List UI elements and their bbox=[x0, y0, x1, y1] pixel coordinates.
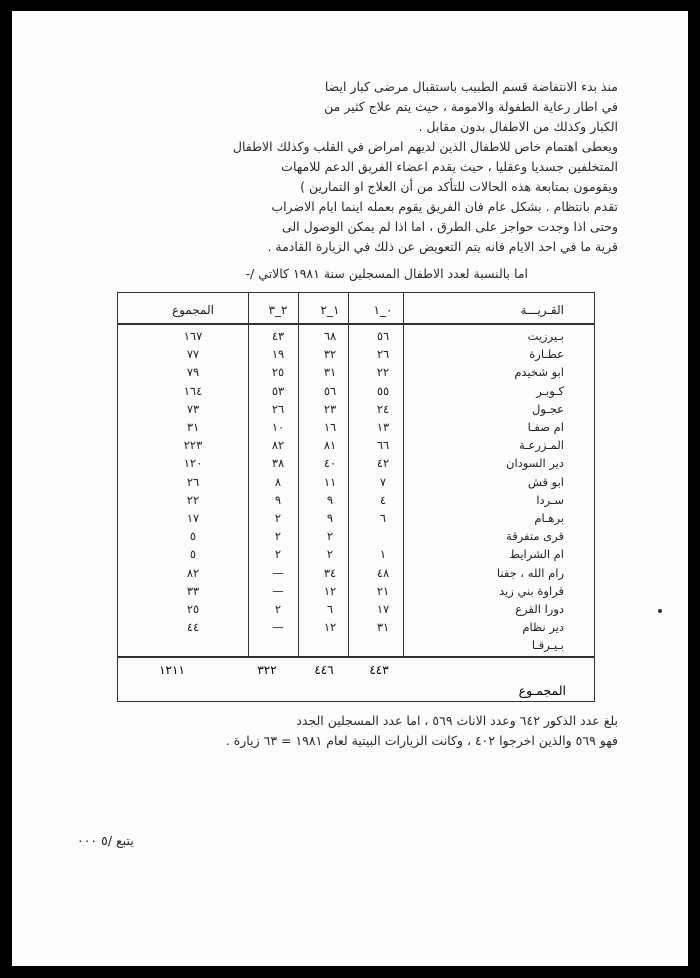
cell-total: ٥ bbox=[189, 547, 197, 562]
cell-age-0-1: ٢٤ bbox=[376, 401, 390, 416]
cell-age-1-2: ٦ bbox=[326, 602, 334, 616]
table-row bbox=[118, 475, 594, 494]
cell-age-0-1: ١٣ bbox=[376, 420, 390, 434]
total-age-2-3: ٣٢٢ bbox=[257, 663, 277, 677]
cell-age-1-2: ٣٢ bbox=[323, 347, 337, 362]
cell-age-1-2: ٩ bbox=[326, 492, 334, 507]
text-line: قرية ما في احد الايام فانه يتم التعويض عن ذلك في الزيارة القادمة . bbox=[267, 239, 618, 254]
cell-age-0-1: ١ bbox=[379, 547, 387, 562]
village-name: سـردا bbox=[536, 492, 564, 507]
totals-label: المجمـوع bbox=[518, 683, 566, 698]
total-age-1-2: ٤٤٦ bbox=[314, 663, 334, 677]
table-row bbox=[118, 493, 594, 512]
cell-age-2-3: ٨٢ bbox=[271, 438, 285, 453]
cell-age-2-3: ٢٥ bbox=[271, 365, 285, 380]
cell-age-1-2: ٦٨ bbox=[323, 329, 337, 343]
table-row bbox=[118, 620, 594, 639]
cell-age-0-1: ٦٦ bbox=[376, 438, 390, 453]
cell-total: ١٦٤ bbox=[183, 383, 203, 398]
cell-age-2-3: ٢٦ bbox=[271, 401, 285, 416]
table-row bbox=[118, 456, 594, 475]
text-line: وحتى اذا وجدت حواجز على الطرق ، اما اذا لم يمكن الوصول الى bbox=[281, 219, 618, 234]
village-name: عجـول bbox=[532, 401, 564, 416]
cell-total: ٢٢ bbox=[186, 492, 200, 507]
cell-total: ٥ bbox=[189, 529, 197, 544]
cell-age-2-3: ٥٣ bbox=[271, 383, 285, 398]
cell-age-1-2: ١٦ bbox=[323, 420, 337, 434]
text-line: تقدم بانتظام . بشكل عام فان الفريق يقوم بعمله اينما ايام الاضراب bbox=[271, 199, 618, 214]
village-name: ابو شخيدم bbox=[514, 365, 564, 380]
cell-total: ٣٣ bbox=[186, 583, 200, 598]
header-age-0-1: ٠_١ bbox=[373, 303, 393, 317]
cell-age-2-3: ٢ bbox=[274, 529, 282, 544]
continued-note: يتبع /٥ ٠٠٠ bbox=[77, 833, 134, 848]
cell-total: ٣١ bbox=[186, 420, 200, 434]
cell-total: ٢٢٣ bbox=[183, 438, 203, 453]
text-line: ويقومون بمتابعة هذه الحالات للتأكد من أن العلاج او التمارين ) bbox=[300, 179, 618, 194]
village-name: عطـارة bbox=[529, 347, 564, 362]
cell-age-2-3: — bbox=[272, 620, 284, 635]
cell-total: ٧٣ bbox=[186, 401, 200, 416]
table-row bbox=[118, 384, 594, 403]
village-name: قرى متفرقة bbox=[506, 529, 564, 544]
cell-total: ٢٦ bbox=[186, 474, 200, 489]
cell-age-0-1: ٤٨ bbox=[376, 565, 390, 580]
village-name: المـزرعـة bbox=[518, 438, 564, 453]
children-table bbox=[117, 292, 595, 658]
cell-age-2-3: ٢ bbox=[274, 547, 282, 562]
totals-row bbox=[117, 656, 595, 702]
grand-total: ١٢١١ bbox=[159, 663, 185, 677]
cell-age-2-3: ٢ bbox=[274, 602, 282, 616]
cell-total: ٨٢ bbox=[186, 565, 200, 580]
cell-age-2-3: ١٠ bbox=[271, 420, 285, 434]
table-row bbox=[118, 566, 594, 585]
table-row bbox=[118, 529, 594, 548]
cell-total: ٤٤ bbox=[186, 620, 200, 635]
text-line: بلغ عدد الذكور ٦٤٢ وعدد الاناث ٥٦٩ ، اما عدد المسجلين الجدد bbox=[296, 713, 618, 728]
header-rule bbox=[118, 323, 594, 325]
cell-age-0-1: ٢٦ bbox=[376, 347, 390, 362]
text-line: فهو ٥٦٩ والذين اخرجوا ٤٠٢ ، وكانت الزيارات البيتية لعام ١٩٨١ = ٦٣ زيارة . bbox=[225, 733, 618, 748]
village-name: بـيرزيت bbox=[527, 329, 564, 343]
cell-age-2-3: ٩ bbox=[274, 492, 282, 507]
cell-age-2-3: — bbox=[272, 583, 284, 598]
cell-age-0-1: ٢١ bbox=[376, 583, 390, 598]
cell-age-0-1: ٦ bbox=[379, 511, 387, 525]
cell-total: ١٧ bbox=[186, 511, 200, 525]
header-village: القـريـــة bbox=[520, 303, 564, 317]
village-name: قراوة بني زيد bbox=[499, 583, 564, 598]
total-age-0-1: ٤٤٣ bbox=[369, 663, 389, 677]
document-page bbox=[12, 11, 688, 966]
cell-total: ٧٩ bbox=[186, 365, 200, 380]
intro-paragraph bbox=[78, 77, 618, 257]
cell-total: ١٢٠ bbox=[183, 456, 203, 471]
cell-age-0-1: ١٧ bbox=[376, 602, 390, 616]
village-name: بـيـرقـا bbox=[531, 638, 564, 653]
village-name: ام صفـا bbox=[527, 420, 564, 434]
cell-age-1-2: ٨١ bbox=[323, 438, 337, 453]
cell-age-1-2: ٩ bbox=[326, 511, 334, 525]
cell-age-1-2: ١٢ bbox=[323, 583, 337, 598]
table-row bbox=[118, 402, 594, 421]
table-row bbox=[118, 420, 594, 439]
cell-age-1-2: ٣٤ bbox=[323, 565, 337, 580]
cell-age-2-3: ٤٣ bbox=[271, 329, 285, 343]
cell-age-1-2: ١١ bbox=[323, 474, 337, 489]
table-row bbox=[118, 547, 594, 566]
village-name: ابو قش bbox=[527, 474, 564, 489]
table-row bbox=[118, 638, 594, 657]
header-age-1-2: ١_٢ bbox=[320, 303, 340, 317]
cell-age-0-1: ٥٦ bbox=[376, 329, 390, 343]
cell-age-0-1: ٤ bbox=[379, 492, 387, 507]
table-row bbox=[118, 511, 594, 530]
village-name: كـوبـر bbox=[536, 383, 564, 398]
text-line: في اطار رعاية الطفولة والامومة ، حيث يتم علاج كثير من bbox=[324, 99, 618, 114]
closing-paragraph bbox=[78, 711, 618, 751]
cell-age-1-2: ٥٦ bbox=[323, 383, 337, 398]
cell-age-2-3: ٣٨ bbox=[271, 456, 285, 471]
table-row bbox=[118, 347, 594, 366]
village-name: دير نظام bbox=[522, 620, 564, 635]
village-name: ام الشرايط bbox=[509, 547, 564, 562]
cell-age-2-3: ٢ bbox=[274, 511, 282, 525]
cell-age-1-2: ٤٠ bbox=[323, 456, 337, 471]
cell-age-1-2: ٢ bbox=[326, 529, 334, 544]
table-row bbox=[118, 584, 594, 603]
cell-age-2-3: ١٩ bbox=[271, 347, 285, 362]
cell-total: ١٦٧ bbox=[183, 329, 203, 343]
cell-age-0-1: ٢٢ bbox=[376, 365, 390, 380]
cell-total: ٧٧ bbox=[186, 347, 200, 362]
table-row bbox=[118, 329, 594, 348]
village-name: برهـام bbox=[534, 511, 564, 525]
cell-age-1-2: ١٢ bbox=[323, 620, 337, 635]
cell-age-1-2: ٢ bbox=[326, 547, 334, 562]
village-name: رام الله ، جفنا bbox=[496, 565, 564, 580]
village-name: دير السودان bbox=[506, 456, 564, 471]
cell-age-1-2: ٢٣ bbox=[323, 401, 337, 416]
text-line: المتخلفين جسديا وعقليا ، حيث يقدم اعضاء الفريق الدعم للامهات bbox=[281, 159, 618, 174]
header-total: المجموع bbox=[172, 303, 214, 317]
cell-age-0-1: ٣١ bbox=[376, 620, 390, 635]
cell-age-0-1: ٤٢ bbox=[376, 456, 390, 471]
cell-age-2-3: ٨ bbox=[274, 474, 282, 489]
header-age-2-3: ٢_٣ bbox=[268, 303, 288, 317]
cell-age-1-2: ٣١ bbox=[323, 365, 337, 380]
text-line: منذ بدء الانتفاضة قسم الطبيب باستقبال مرضى كبار ايضا bbox=[324, 79, 618, 94]
text-line: ويعطى اهتمام خاص للاطفال الذين لديهم امراض في القلب وكذلك الاطفال bbox=[232, 139, 618, 154]
table-row bbox=[118, 365, 594, 384]
table-row bbox=[118, 602, 594, 621]
ink-dot bbox=[658, 609, 662, 613]
cell-age-0-1: ٥٥ bbox=[376, 383, 390, 398]
table-row bbox=[118, 438, 594, 457]
village-name: دورا القرع bbox=[515, 602, 564, 616]
cell-age-2-3: — bbox=[272, 565, 284, 580]
cell-total: ٢٥ bbox=[186, 602, 200, 616]
cell-age-0-1: ٧ bbox=[379, 474, 387, 489]
table-heading: اما بالنسبة لعدد الاطفال المسجلين سنة ١٩٨١ كالاتي /- bbox=[245, 266, 528, 281]
text-line: الكبار وكذلك من الاطفال بدون مقابل . bbox=[418, 119, 618, 134]
